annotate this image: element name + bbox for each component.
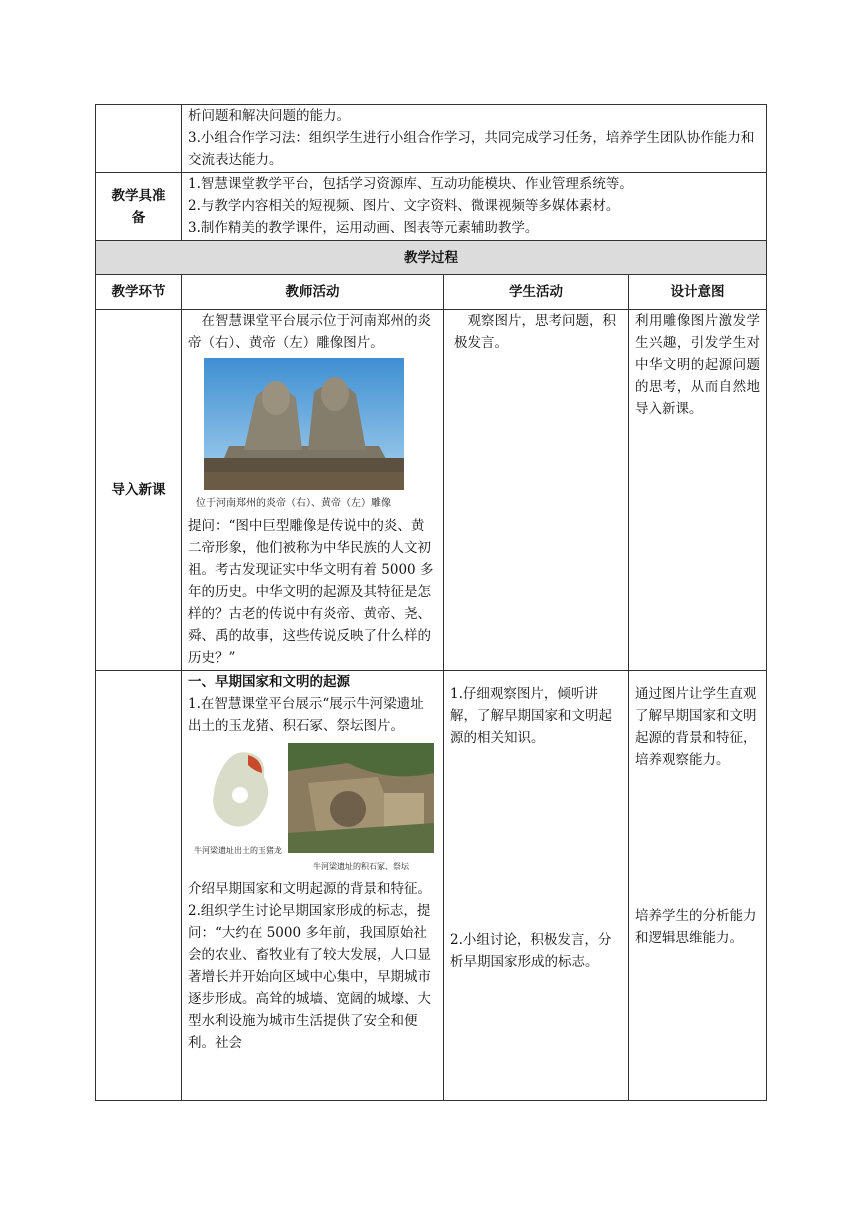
prep-content-cell xyxy=(182,173,767,241)
process-title-row xyxy=(96,241,767,275)
intro-intent-text: 利用雕像图片激发学生兴趣，引发学生对中华文明的起源问题的思考，从而自然地导入新课。 xyxy=(635,313,761,417)
prep-label: 教学具准备 xyxy=(96,173,182,241)
prep-item-1: 1.智慧课堂教学平台，包括学习资源库、互动功能模块、作业管理系统等。 xyxy=(188,176,633,192)
section1-intent-2: 培养学生的分析能力和逻辑思维能力。 xyxy=(635,908,757,946)
prep-row xyxy=(96,173,767,241)
tomb-site-image xyxy=(288,743,434,853)
intro-stage-label: 导入新课 xyxy=(96,310,182,671)
section1-student-cell xyxy=(444,671,629,1101)
jade-dragon-image xyxy=(194,743,282,837)
intro-student-cell xyxy=(444,310,629,671)
header-stage: 教学环节 xyxy=(96,275,182,310)
section1-teacher-1: 1.在智慧课堂平台展示“展示牛河梁遗址出土的玉龙猪、积石冢、祭坛图片。 xyxy=(188,696,424,734)
methods-line-1: 析问题和解决问题的能力。 xyxy=(188,108,350,124)
artifact-figures xyxy=(194,743,437,874)
section1-student-2: 2.小组讨论，积极发言，分析早期国家形成的标志。 xyxy=(450,932,612,970)
section1-teacher-3: 2.组织学生讨论早期国家形成的标志，提问：“大约在 5000 多年前，我国原始社会的农业、畜牧业有了较大发展，人口显著增长并开始向区域中心集中，早期城市逐步形成。高耸的城墙、宽阔的城壕、大型水利设施为城市生活提供了安全和便利。社会 xyxy=(188,903,431,1051)
intro-row xyxy=(96,310,767,671)
tomb-site-figure xyxy=(288,743,434,874)
column-header-row xyxy=(96,275,767,310)
section1-intent-cell xyxy=(629,671,767,1101)
statue-caption: 位于河南郑州的炎帝（右）、黄帝（左）雕像 xyxy=(196,498,391,509)
prep-item-3: 3.制作精美的教学课件，运用动画、图表等元素辅助教学。 xyxy=(188,220,539,236)
section1-student-1: 1.仔细观察图片，倾听讲解，了解早期国家和文明起源的相关知识。 xyxy=(450,686,612,746)
intro-intent-cell xyxy=(629,310,767,671)
intro-teacher-text: 在智慧课堂平台展示位于河南郑州的炎帝（右）、黄帝（左）雕像图片。 xyxy=(188,313,431,351)
section1-teacher-cell xyxy=(182,671,444,1101)
section1-stage-cell xyxy=(96,671,182,1101)
process-title: 教学过程 xyxy=(96,241,767,275)
prep-item-2: 2.与教学内容相关的短视频、图片、文字资料、微课视频等多媒体素材。 xyxy=(188,198,620,214)
statue-figure xyxy=(196,358,404,511)
tomb-site-caption: 牛河梁遗址的积石冢、祭坛 xyxy=(313,862,409,871)
jade-dragon-caption: 牛河梁遗址出土的玉猪龙 xyxy=(194,846,282,855)
jade-dragon-figure xyxy=(194,743,282,874)
methods-label-cell xyxy=(96,105,182,173)
section1-row xyxy=(96,671,767,1101)
header-teacher: 教师活动 xyxy=(182,275,444,310)
lesson-plan-table xyxy=(95,104,767,1101)
statue-image xyxy=(204,358,404,490)
intro-student-text: 观察图片，思考问题，积极发言。 xyxy=(454,313,616,351)
methods-content-cell xyxy=(182,105,767,173)
section1-teacher-2: 介绍早期国家和文明起源的背景和特征。 xyxy=(188,881,431,897)
section1-heading: 一、早期国家和文明的起源 xyxy=(188,674,350,690)
methods-line-2: 3.小组合作学习法：组织学生进行小组合作学习，共同完成学习任务，培养学生团队协作能力和交流表达能力。 xyxy=(188,130,755,168)
intro-question-text: 提问：“图中巨型雕像是传说中的炎、黄二帝形象，他们被称为中华民族的人文初祖。考古发现证实中华文明有着 5000 多年的历史。中华文明的起源及其特征是怎样的？古老的传说中有炎帝、黄帝、尧、舜、禹的故事，这些传说反映了什么样的历史？” xyxy=(188,518,434,666)
intro-teacher-cell xyxy=(182,310,444,671)
methods-row xyxy=(96,105,767,173)
header-intent: 设计意图 xyxy=(629,275,767,310)
header-student: 学生活动 xyxy=(444,275,629,310)
section1-intent-1: 通过图片让学生直观了解早期国家和文明起源的背景和特征，培养观察能力。 xyxy=(635,686,757,768)
